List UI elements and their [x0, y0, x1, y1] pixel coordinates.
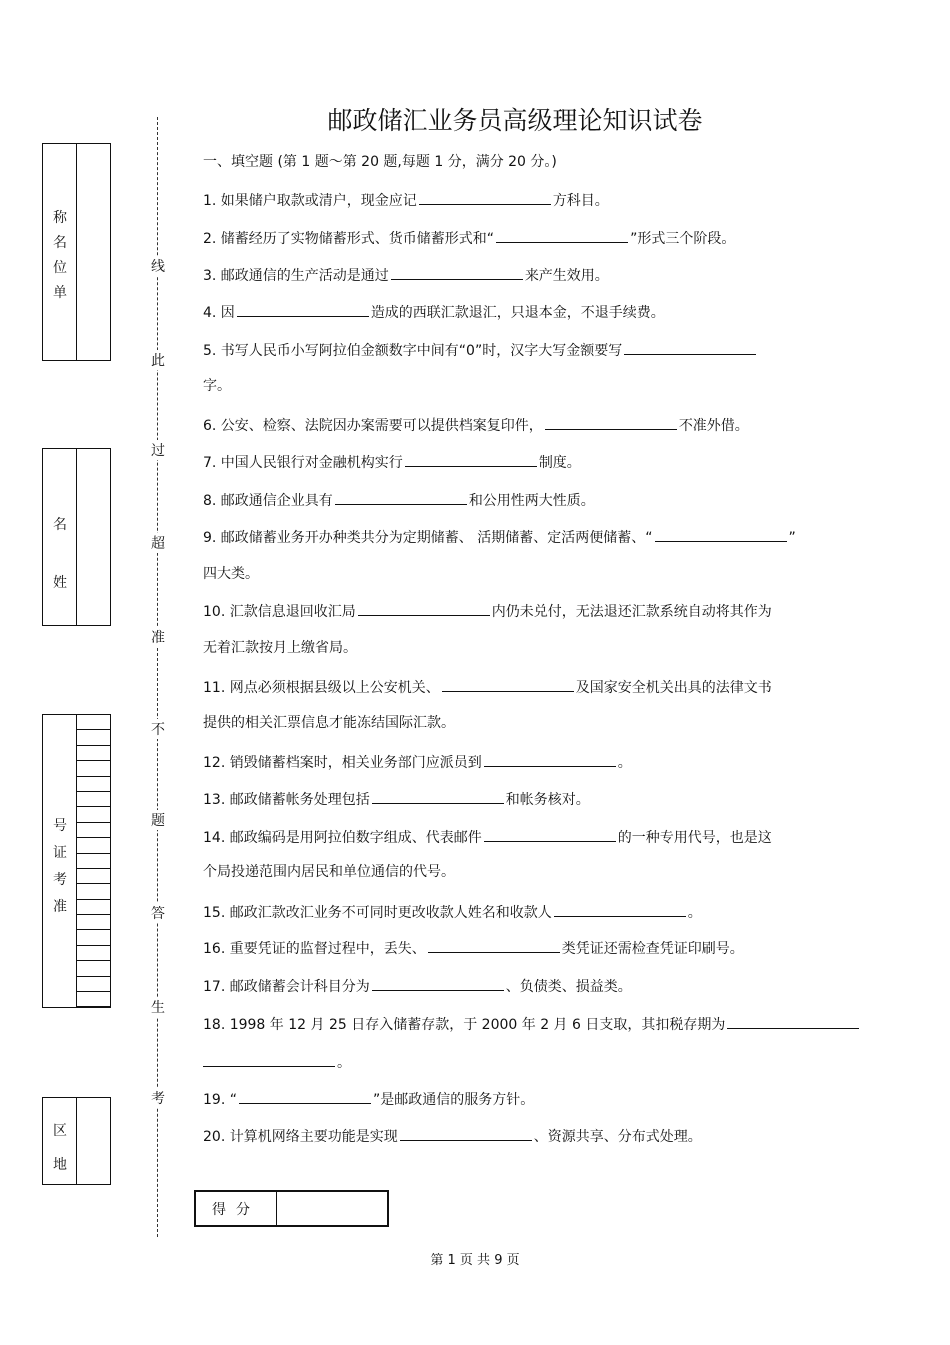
unit-label-char: 名	[53, 235, 67, 251]
question-text-tail: 类凭证还需检查凭证印刷号。	[561, 941, 744, 957]
question-continuation	[203, 1052, 351, 1073]
question-text: 5. 书写人民币小写阿拉伯金额数字中间有“0”时，汉字大写金额要写	[203, 343, 623, 359]
question-text: 13. 邮政储蓄帐务处理包括	[203, 792, 370, 808]
cut-line-char: 超	[150, 533, 166, 553]
question-text-tail: 造成的西联汇款退汇，只退本金，不退手续费。	[370, 305, 665, 321]
cut-line-char: 过	[150, 440, 166, 460]
question-text: 16. 重要凭证的监督过程中，丢失、	[203, 941, 426, 957]
region-label-char: 区	[53, 1123, 67, 1139]
answer-blank[interactable]	[203, 1052, 335, 1067]
exam-number-cell[interactable]	[76, 746, 110, 761]
exam-number-cell[interactable]	[76, 915, 110, 930]
score-box	[194, 1190, 389, 1227]
question-item	[203, 340, 758, 361]
region-box	[42, 1097, 111, 1185]
question-text: 14. 邮政编码是用阿拉伯数字组成、代表邮件	[203, 830, 482, 846]
exam-number-cell[interactable]	[76, 761, 110, 776]
answer-blank[interactable]	[442, 677, 574, 692]
question-item	[203, 1014, 861, 1035]
name-label-char: 姓	[53, 575, 67, 591]
question-text: 9. 邮政储蓄业务开办种类共分为定期储蓄、 活期储蓄、定活两便储蓄、“	[203, 530, 653, 546]
answer-blank[interactable]	[400, 1126, 532, 1141]
question-text-tail: ”	[788, 530, 796, 546]
answer-blank[interactable]	[335, 490, 467, 505]
exam-number-box	[42, 714, 111, 1008]
exam-no-label-char: 证	[53, 845, 67, 861]
exam-number-cell[interactable]	[76, 715, 110, 730]
exam-number-grid	[76, 715, 110, 1007]
question-text-tail: ”形式三个阶段。	[630, 231, 736, 247]
answer-blank[interactable]	[624, 340, 756, 355]
exam-number-cell[interactable]	[76, 792, 110, 807]
cut-line-char: 题	[150, 810, 166, 830]
question-text-tail: 不准外借。	[678, 418, 749, 434]
question-text: 11. 网点必须根据县级以上公安机关、	[203, 680, 440, 696]
question-text-tail: ”是邮政通信的服务方针。	[372, 1092, 535, 1108]
question-text-tail: 制度。	[538, 455, 581, 471]
question-text: 2. 储蓄经历了实物储蓄形式、货币储蓄形式和“	[203, 231, 495, 247]
question-text: 3. 邮政通信的生产活动是通过	[203, 268, 389, 284]
question-text: 10. 汇款信息退回收汇局	[203, 604, 356, 620]
question-text: 8. 邮政通信企业具有	[203, 493, 333, 509]
exam-no-label-char: 考	[53, 872, 67, 888]
exam-number-cell[interactable]	[76, 854, 110, 869]
question-item	[203, 938, 744, 959]
question-text: 6. 公安、检察、法院因办案需要可以提供档案复印件，	[203, 418, 543, 434]
question-text: 19. “	[203, 1092, 237, 1108]
answer-blank[interactable]	[727, 1014, 859, 1029]
question-text: 7. 中国人民银行对金融机构实行	[203, 455, 403, 471]
answer-blank[interactable]	[419, 190, 551, 205]
question-text-tail: 及国家安全机关出具的法律文书	[575, 680, 772, 696]
question-item	[203, 827, 772, 848]
question-text: 17. 邮政储蓄会计科目分为	[203, 979, 370, 995]
answer-blank[interactable]	[405, 452, 537, 467]
cut-line-char: 准	[150, 627, 166, 647]
unit-label-char: 称	[53, 210, 67, 226]
question-continuation: 提供的相关汇票信息才能冻结国际汇款。	[203, 715, 455, 731]
exam-number-cell[interactable]	[76, 977, 110, 992]
question-text: 1. 如果储户取款或清户，现金应记	[203, 193, 417, 209]
answer-blank[interactable]	[554, 902, 686, 917]
question-continuation: 个局投递范围内居民和单位通信的代号。	[203, 864, 455, 880]
region-label-char: 地	[53, 1157, 67, 1173]
question-item	[203, 902, 702, 923]
exam-number-cell[interactable]	[76, 730, 110, 745]
answer-blank[interactable]	[545, 415, 677, 430]
exam-number-cell[interactable]	[76, 777, 110, 792]
question-item	[203, 1126, 702, 1147]
name-label-char: 名	[53, 517, 67, 533]
answer-blank[interactable]	[372, 789, 504, 804]
question-text-tail: 内仍未兑付，无法退还汇款系统自动将其作为	[491, 604, 772, 620]
question-text: 4. 因	[203, 305, 235, 321]
question-item	[203, 789, 590, 810]
question-item	[203, 302, 665, 323]
exam-no-label-char: 号	[53, 818, 67, 834]
exam-number-cell[interactable]	[76, 869, 110, 884]
question-text-tail: 。	[337, 1055, 351, 1071]
question-item	[203, 677, 772, 698]
question-text: 20. 计算机网络主要功能是实现	[203, 1129, 398, 1145]
exam-title: 邮政储汇业务员高级理论知识试卷	[327, 106, 703, 135]
question-item	[203, 228, 735, 249]
exam-number-cell[interactable]	[76, 946, 110, 961]
answer-blank[interactable]	[372, 976, 504, 991]
answer-blank[interactable]	[496, 228, 628, 243]
question-item	[203, 752, 632, 773]
cut-line-char: 此	[150, 350, 166, 370]
question-continuation: 字。	[203, 378, 231, 394]
answer-blank[interactable]	[484, 752, 616, 767]
question-text-tail: 、负债类、损益类。	[505, 979, 632, 995]
cut-line-char: 答	[150, 903, 166, 923]
answer-blank[interactable]	[655, 527, 787, 542]
question-text: 15. 邮政汇款改汇业务不可同时更改收款人姓名和收款人	[203, 905, 552, 921]
question-text-tail: 和公用性两大性质。	[468, 493, 595, 509]
question-item	[203, 490, 595, 511]
question-text-tail: 和帐务核对。	[505, 792, 590, 808]
cut-line-char: 生	[150, 997, 166, 1017]
question-text-tail: 。	[617, 755, 632, 771]
question-continuation: 无着汇款按月上缴省局。	[203, 640, 357, 656]
answer-blank[interactable]	[484, 827, 616, 842]
unit-label-char: 位	[53, 260, 67, 276]
question-item	[203, 452, 581, 473]
answer-blank[interactable]	[239, 1089, 371, 1104]
answer-blank[interactable]	[358, 601, 490, 616]
cut-line-char: 不	[150, 719, 166, 739]
answer-blank[interactable]	[391, 265, 523, 280]
answer-blank[interactable]	[428, 938, 560, 953]
question-item	[203, 527, 796, 548]
unit-name-box	[42, 143, 111, 361]
name-box	[42, 448, 111, 626]
question-text-tail: 、资源共享、分布式处理。	[533, 1129, 702, 1145]
question-text: 12. 销毁储蓄档案时，相关业务部门应派员到	[203, 755, 482, 771]
question-item	[203, 1089, 534, 1110]
unit-label-char: 单	[53, 285, 67, 301]
exam-number-cell[interactable]	[76, 807, 110, 822]
question-text-tail: 。	[687, 905, 702, 921]
page-footer: 第 1 页 共 9 页	[430, 1253, 520, 1268]
exam-number-cell[interactable]	[76, 930, 110, 945]
section-heading: 一、填空题 (第 1 题～第 20 题,每题 1 分，满分 20 分。)	[203, 154, 557, 170]
question-text-tail: 的一种专用代号，也是这	[617, 830, 772, 846]
score-label: 得分	[196, 1192, 277, 1225]
question-item	[203, 265, 609, 286]
cut-line-char: 考	[150, 1088, 166, 1108]
exam-number-cell[interactable]	[76, 823, 110, 838]
question-continuation: 四大类。	[203, 566, 259, 582]
cut-line-char: 线	[150, 256, 166, 276]
question-item	[203, 415, 749, 436]
question-item	[203, 190, 609, 211]
answer-blank[interactable]	[237, 302, 369, 317]
exam-number-cell[interactable]	[76, 900, 110, 915]
exam-number-cell[interactable]	[76, 992, 110, 1007]
question-item	[203, 976, 632, 997]
exam-number-cell[interactable]	[76, 961, 110, 976]
question-item	[203, 601, 772, 622]
question-text: 18. 1998 年 12 月 25 日存入储蓄存款，于 2000 年 2 月 6 日支取，其扣税存期为	[203, 1017, 726, 1033]
question-text-tail: 来产生效用。	[524, 268, 609, 284]
exam-number-cell[interactable]	[76, 838, 110, 853]
exam-no-label-char: 准	[53, 899, 67, 915]
exam-number-cell[interactable]	[76, 884, 110, 899]
question-text-tail: 方科目。	[552, 193, 609, 209]
cut-line	[157, 117, 158, 1237]
